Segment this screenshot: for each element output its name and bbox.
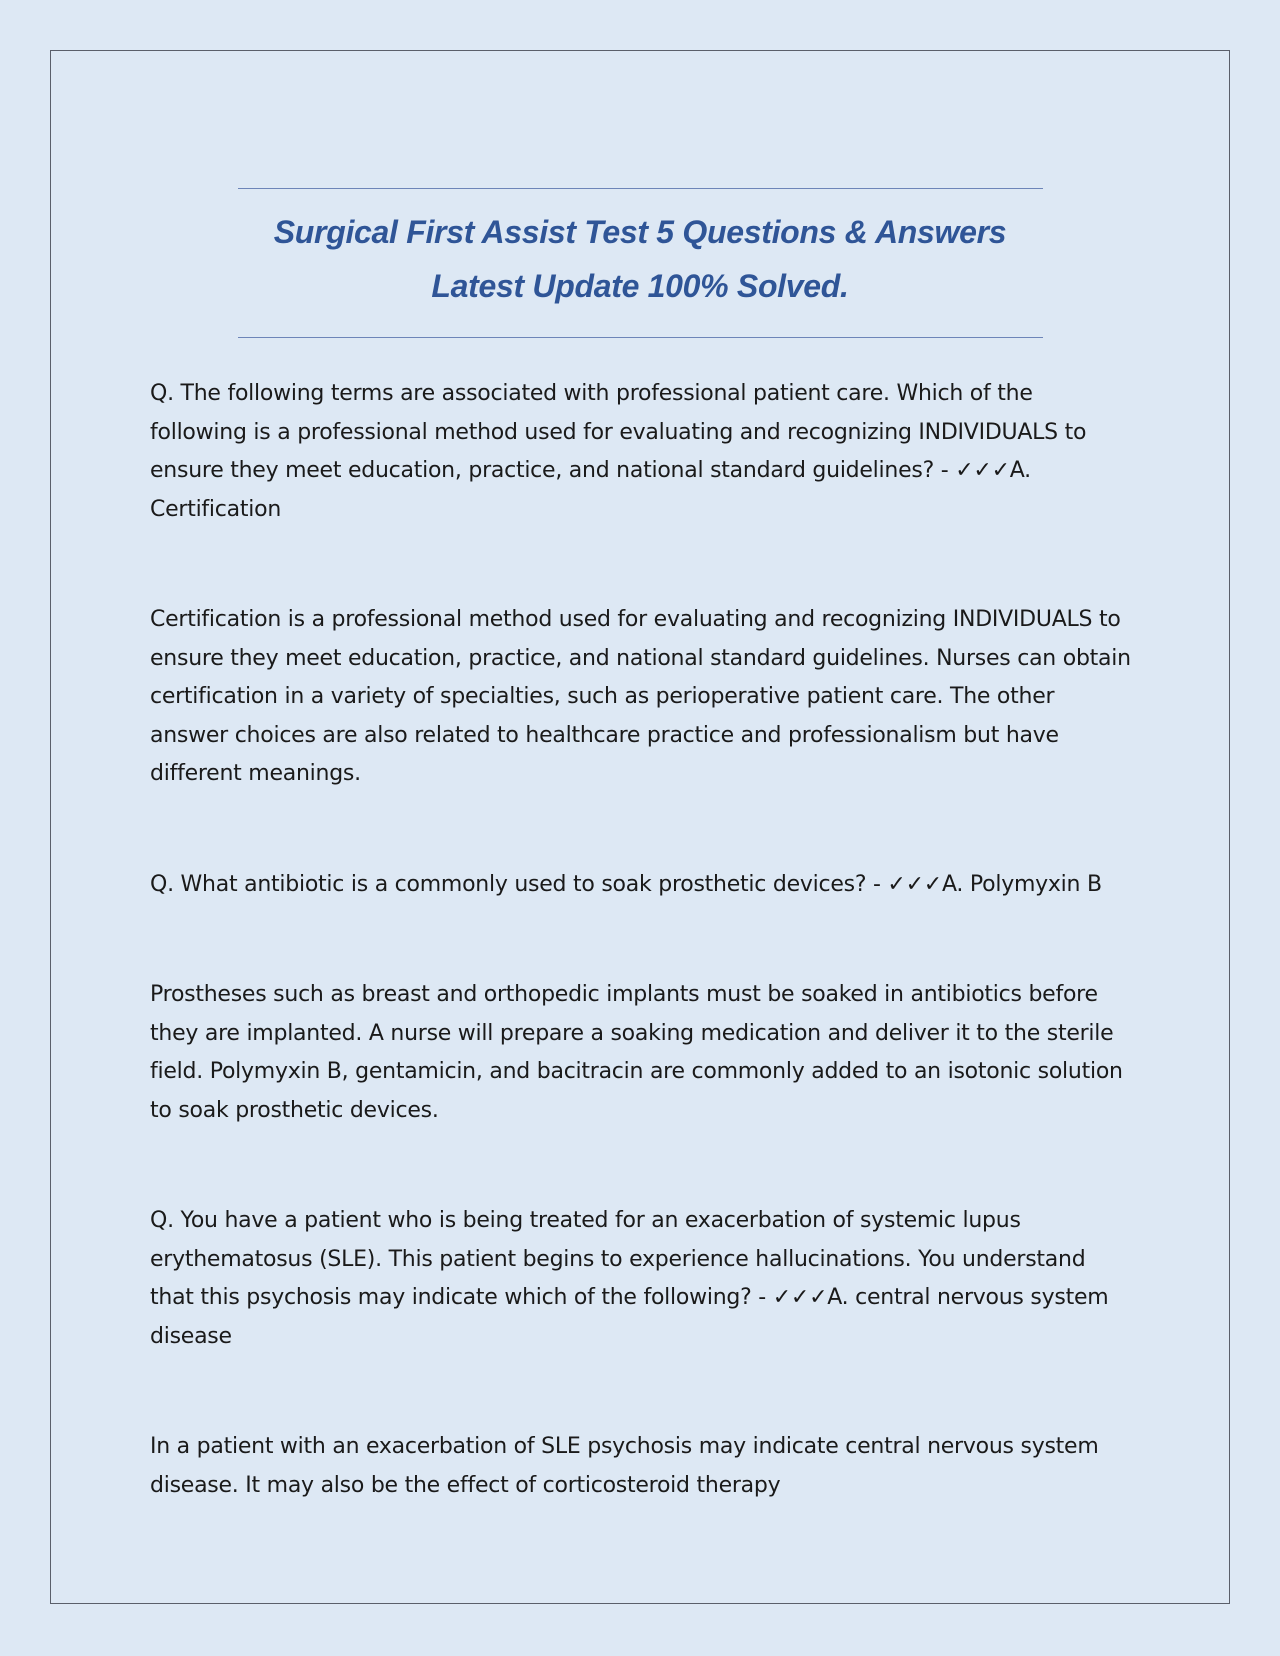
explanation-3: In a patient with an exacerbation of SLE psychosis may indicate central nervous system disease. It may also be the effect of corticosteroid therapy: [150, 1434, 1099, 1498]
paragraph-spacer: [150, 904, 1135, 976]
explanation-1: Certification is a professional method used for evaluating and recognizing INDIVIDUALS to ensure they meet education, practice, and national standard guidelines. Nurses can obtain certification in a variety of specialties, such as perioperative patient care. The other answer choices are also related to healthcare practice and professionalism but have different meanings.: [150, 607, 1131, 786]
title-line-2: Latest Update 100% Solved.: [431, 268, 849, 304]
document-title: [160, 205, 1120, 313]
paragraph-spacer: [150, 529, 1135, 601]
question-2: Q. What antibiotic is a commonly used to soak prosthetic devices? - ✓✓✓A. Polymyxin B: [150, 871, 1102, 897]
paragraph-spacer: [150, 794, 1135, 866]
question-3: Q. You have a patient who is being treated for an exacerbation of systemic lupus erythematosus (SLE). This patient begins to experience hallucinations. You understand that this psychosis may indicate which of the following? - ✓✓✓A. central nervous system disease: [150, 1208, 1109, 1349]
title-top-rule: [238, 188, 1043, 189]
title-bottom-rule: [238, 337, 1043, 338]
title-line-1: Surgical First Assist Test 5 Questions & Answers: [273, 214, 1007, 250]
explanation-2: Prostheses such as breast and orthopedic implants must be soaked in antibiotics before they are implanted. A nurse will prepare a soaking medication and deliver it to the sterile field. Polymyxin B, gentamicin, and bacitracin are commonly added to an isotonic solution to soak prosthetic devices.: [150, 982, 1123, 1123]
question-1: Q. The following terms are associated with professional patient care. Which of the following is a professional method used for evaluating and recognizing INDIVIDUALS to ensure they meet education, practice, and national standard guidelines? - ✓✓✓A. Certification: [150, 381, 1087, 522]
paragraph-spacer: [150, 1356, 1135, 1428]
paragraph-spacer: [150, 1130, 1135, 1202]
document-body: [150, 375, 1135, 1505]
